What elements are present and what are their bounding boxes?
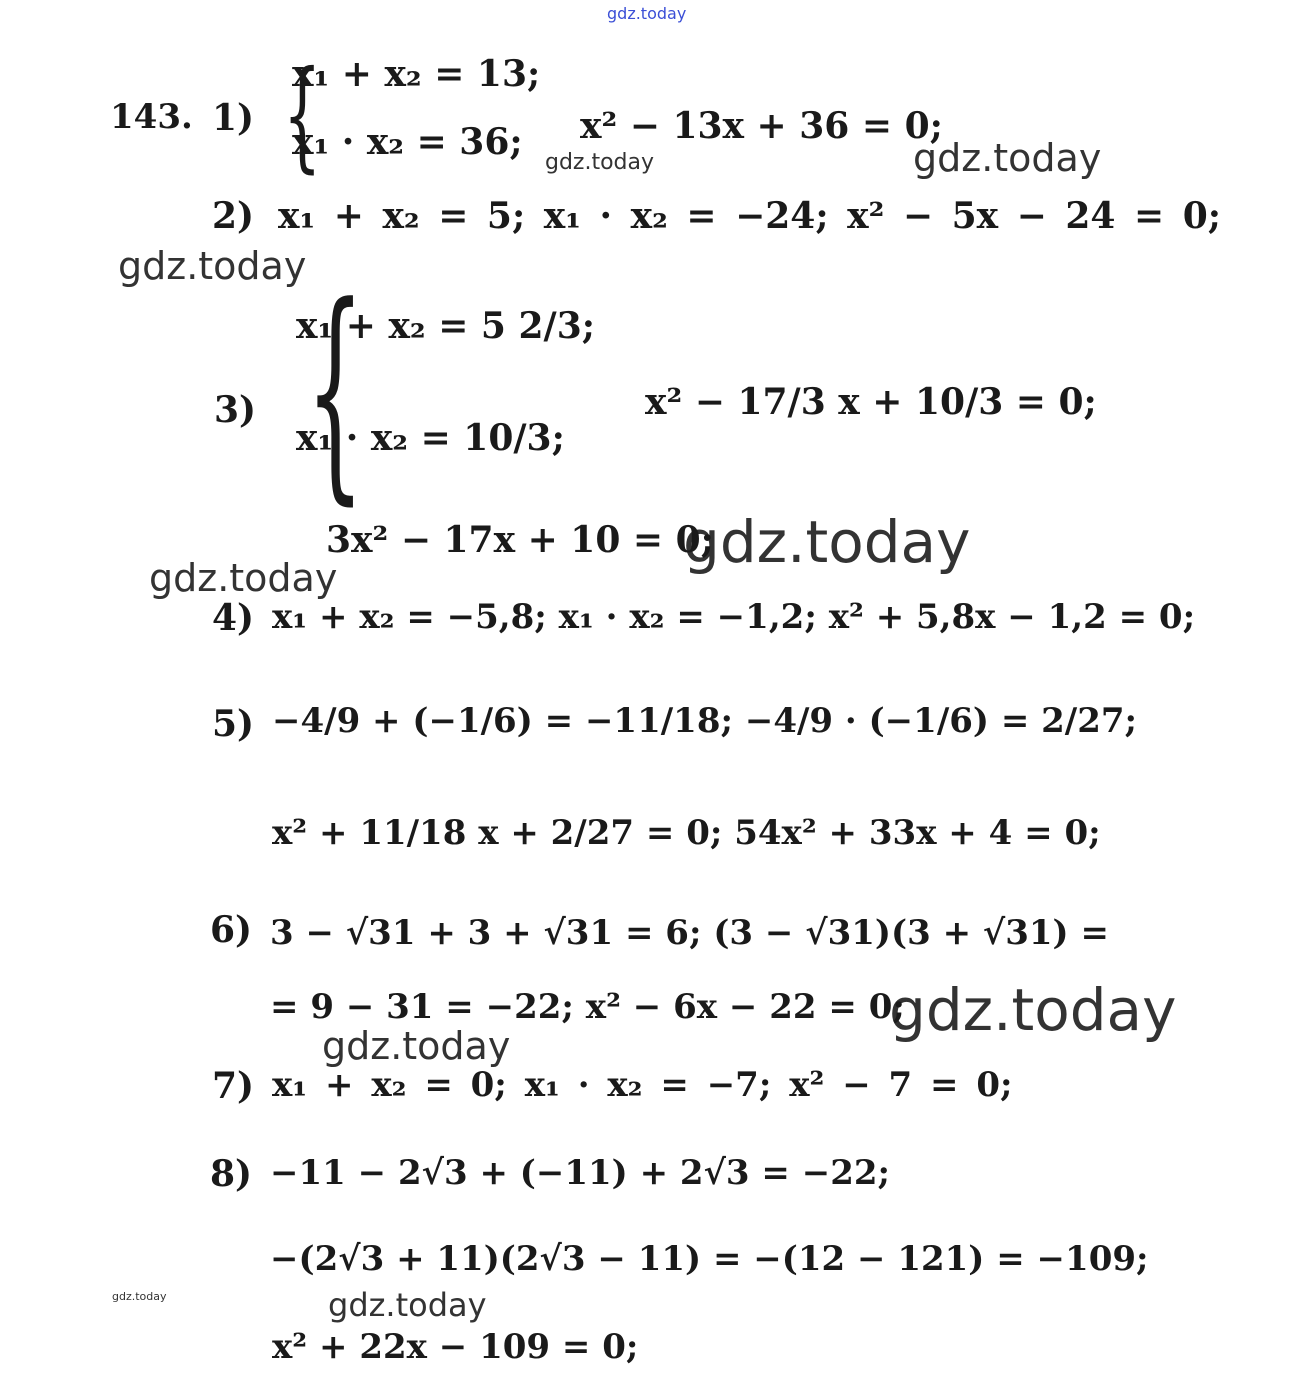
system-brace: { (305, 258, 365, 525)
watermark: gdz.today (913, 136, 1102, 180)
equation: x₁ + x₂ = 5; x₁ · x₂ = −24; x² − 5x − 24 = 0; (278, 195, 1222, 237)
item-label: 8) (210, 1153, 253, 1195)
item-label: 2) (212, 195, 255, 237)
watermark-top: gdz.today (607, 4, 687, 23)
item-label: 7) (212, 1065, 255, 1107)
item-label: 5) (212, 703, 255, 745)
item-label: 4) (212, 597, 255, 639)
system-brace: { (283, 46, 322, 185)
equation: x² + 11/18 x + 2/27 = 0; 54x² + 33x + 4 = 0; (272, 813, 1101, 853)
item-label: 3) (214, 389, 257, 431)
item-label: 1) (212, 97, 255, 139)
equation: −(2√3 + 11)(2√3 − 11) = −(12 − 121) = −109; (270, 1239, 1149, 1279)
watermark: gdz.today (545, 150, 655, 175)
equation: 3 − √31 + 3 + √31 = 6; (3 − √31)(3 + √31) = (270, 913, 1109, 953)
equation: x² − 13x + 36 = 0; (580, 105, 943, 147)
watermark: gdz.today (322, 1024, 511, 1068)
equation: x² − 17/3 x + 10/3 = 0; (645, 381, 1097, 423)
equation: −11 − 2√3 + (−11) + 2√3 = −22; (270, 1153, 891, 1193)
equation: x₁ + x₂ = 0; x₁ · x₂ = −7; x² − 7 = 0; (272, 1065, 1013, 1105)
equation: x₁ + x₂ = −5,8; x₁ · x₂ = −1,2; x² + 5,8x − 1,2 = 0; (272, 597, 1196, 637)
equation: x₁ · x₂ = 36; (292, 121, 523, 163)
watermark: gdz.today (328, 1286, 487, 1324)
item-label: 6) (210, 909, 253, 951)
equation: x₁ + x₂ = 5 2/3; (296, 305, 596, 347)
equation: 3x² − 17x + 10 = 0; (326, 519, 714, 561)
equation: x₁ + x₂ = 13; (292, 53, 541, 95)
equation: x₁ · x₂ = 10/3; (296, 417, 565, 459)
watermark: gdz.today (889, 976, 1177, 1044)
watermark: gdz.today (112, 1290, 167, 1303)
equation: = 9 − 31 = −22; x² − 6x − 22 = 0; (270, 987, 905, 1027)
problem-number: 143. (110, 97, 193, 137)
watermark: gdz.today (118, 244, 307, 288)
equation: −4/9 + (−1/6) = −11/18; −4/9 · (−1/6) = 2/27; (272, 701, 1138, 741)
watermark: gdz.today (683, 508, 971, 576)
watermark: gdz.today (149, 556, 338, 600)
equation: x² + 22x − 109 = 0; (272, 1327, 639, 1367)
